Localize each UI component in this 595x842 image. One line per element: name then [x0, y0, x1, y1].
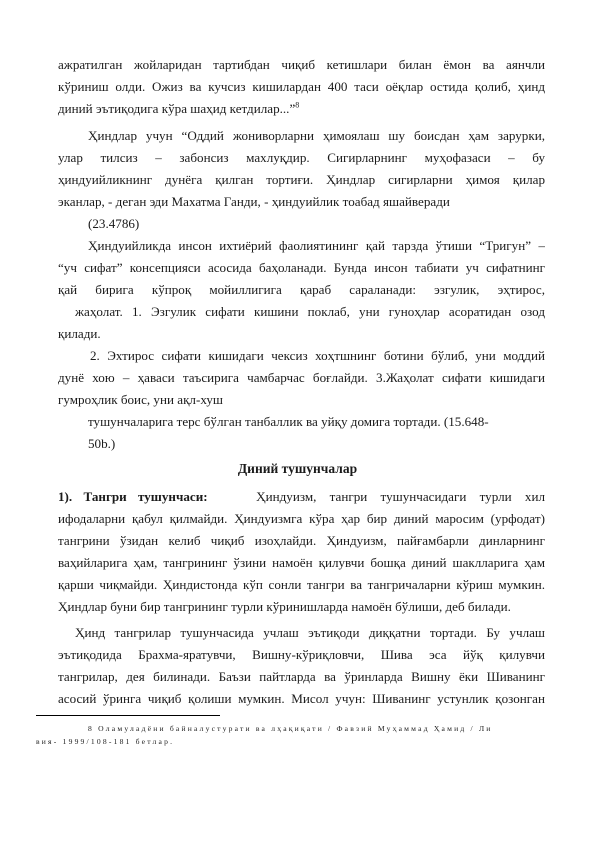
- paragraph-3-line-10: 50b.): [88, 436, 116, 451]
- paragraph-2-citation: (23.4786): [88, 216, 140, 231]
- paragraph-2-line-4: эканлар, - деган эди Махатма Ганди, - ҳиндуийлик тоабад яшайверади: [58, 194, 450, 209]
- paragraph-3-line-8: гумроҳлик боис, уни ақл-хуш: [58, 392, 224, 407]
- paragraph-3-line-2: “уч сифат” консепцияси асосида баҳоланади. Бунда инсон табиати уч сифатнинг: [58, 260, 545, 275]
- paragraph-3-line-7: дунё хою – ҳаваси таъсирига чамбарчас боғлайди. 3.Жаҳолат сифати кишидаги: [58, 370, 545, 385]
- section-1-line-6: Ҳиндлар буни бир тангрининг турли кўринишларда намоён бўлиши, деб билади.: [58, 599, 511, 614]
- paragraph-1-line-1: ажратилган жойларидан тартибдан чиқиб кетишлари билан ёмон ва аянчли: [58, 57, 545, 72]
- paragraph-3-line-3: қай бирига кўпроқ мойиллигига қараб сараланади: эзгулик, эҳтирос,: [58, 282, 545, 297]
- paragraph-3-line-6: 2. Эхтирос сифати кишидаги чексиз хоҳтшнинг ботини бўлиб, уни моддий: [90, 348, 545, 363]
- section-2-line-2: эътиқодида Брахма-яратувчи, Вишну-кўриқловчи, Шива эса йўқ қилувчи: [58, 647, 545, 662]
- footnote-reference: 8: [295, 101, 300, 110]
- section-2-line-3: тангрилар, дея билинади. Баъзи пайтларда ва ўринларда Вишну ёки Шиванинг: [58, 669, 545, 684]
- section-1-line-3: тангрини ўзидан келиб чиқиб изоҳлайди. Ҳиндуизм, пайғамбарли динларнинг: [58, 533, 545, 548]
- paragraph-1-line-3: [58, 101, 545, 117]
- paragraph-3-line-4: жаҳолат. 1. Эзгулик сифати кишини поклаб, уни гуноҳлар асоратидан озод: [75, 304, 545, 319]
- footnote-line-2: вия- 1999/108-181 бетлар.: [36, 737, 175, 746]
- section-1-first-line: [58, 489, 545, 505]
- footnote-separator: [36, 715, 220, 716]
- section-1-first-line-text: Ҳиндуизм, тангри тушунчасидаги турли хил: [256, 489, 545, 504]
- paragraph-2-line-3: ҳиндуийликнинг дунёга қилган тортиғи. Ҳиндлар сигирларни ҳимоя қилар: [58, 172, 545, 187]
- paragraph-3-line-9: тушунчаларига терс бўлган танбаллик ва уйқу домига тортади. (15.648-: [88, 414, 489, 429]
- paragraph-2-line-1: Ҳиндлар учун “Оддий жониворларни ҳимоялаш шу боисдан ҳам зарурки,: [88, 128, 545, 143]
- paragraph-1-line-2: кўриниш олди. Ожиз ва кучсиз кишилардан 400 таси оёқлар остида қолиб, ҳинд: [58, 79, 545, 94]
- paragraph-3-line-5: қилади.: [58, 326, 101, 341]
- footnote-line-1: 8 Оламуладёни байналустурати ва лҳақиқати / Фавзий Муҳаммад Ҳамид / Ли: [88, 724, 493, 733]
- section-1-label: 1). Тангри тушунчаси:: [58, 489, 208, 504]
- paragraph-3-line-1: Ҳиндуийликда инсон ихтиёрий фаолиятининг қай тарзда ўтиши “Тригун” –: [88, 238, 545, 253]
- paragraph-2-line-2: улар тилсиз – забонсиз махлуқдир. Сигирларнинг муҳофазаси – бу: [58, 150, 545, 165]
- section-1-line-4: ваҳийларига ҳам, тангрининг ўзини намоён қилувчи бошқа диний шаклларига ҳам: [58, 555, 545, 570]
- section-1-line-2: ифодаларни қабул қилмайди. Ҳиндуизмга кўра ҳар бир диний маросим (урфодат): [58, 511, 545, 526]
- paragraph-1-last-text: диний эътиқодига кўра шаҳид кетдилар...”: [58, 101, 296, 116]
- section-heading: Диний тушунчалар: [237, 461, 358, 476]
- section-1-line-5: қарши чиқмайди. Ҳиндистонда кўп сонли тангри ва тангричаларни кўриш мумкин.: [58, 577, 545, 592]
- section-2-line-4: асосий ўринга чиқиб қолиши мумкин. Мисол учун: Шиванинг устунлик қозонган: [58, 691, 545, 706]
- section-2-line-1: Ҳинд тангрилар тушунчасида учлаш эътиқоди диққатни тортади. Бу учлаш: [75, 625, 545, 640]
